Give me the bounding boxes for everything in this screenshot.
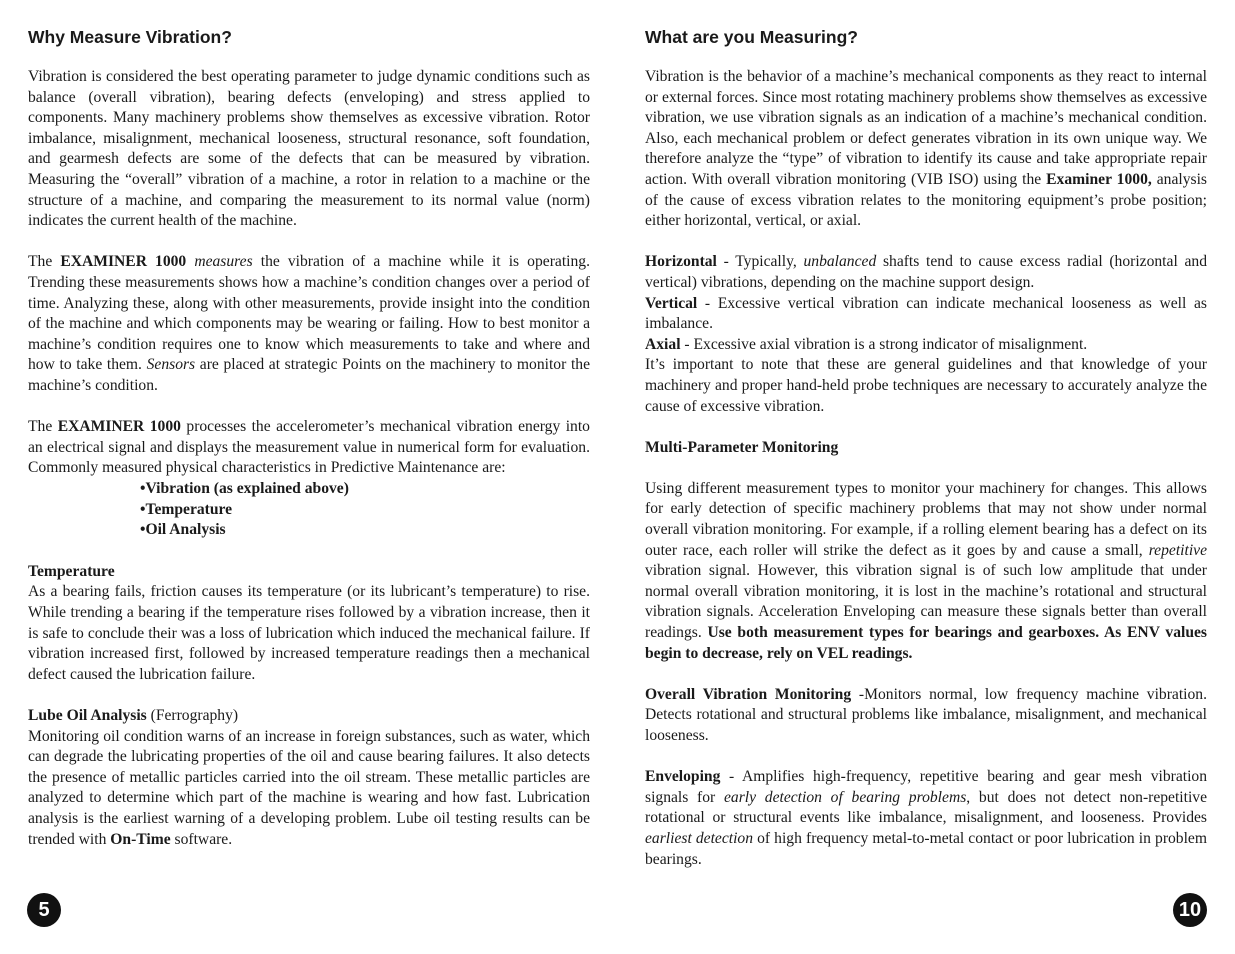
vertical-item: Vertical - Excessive vertical vibration can indicate mechanical looseness as well as imbalance. bbox=[645, 294, 1207, 333]
list-item: • Temperature bbox=[140, 500, 590, 521]
multi-parameter-paragraph: Using different measurement types to monitor your machinery for changes. This allows for early detection of specific machinery problems that may not show under normal overall vibration monitoring. For example, if a rolling element bearing has a defect on its outer race, each roller will strike the defect as it goes by and cause a small, repetitive vibration signal. However, this vibration signal is of such low amplitude that under normal overall vibration monitoring, it is lost in the machine’s rotational and structural vibration signals. Acceleration Enveloping can measure these signals better than overall readings. Use both measurement types for bearings and gearboxes. As ENV values begin to decrease, rely on VEL readings. bbox=[645, 479, 1207, 662]
axial-item: Axial - Excessive axial vibration is a strong indicator of misalignment. bbox=[645, 335, 1088, 353]
multi-parameter-heading: Multi-Parameter Monitoring bbox=[645, 438, 839, 456]
list-item: • Vibration (as explained above) bbox=[140, 479, 590, 500]
enveloping-paragraph: Enveloping - Amplifies high-frequency, repetitive bearing and gear mesh vibration signals for early detection of bearing problems, but does not detect non-repetitive rotational or structural events like imbalance, misalignment, and looseness. Provides earliest detection of high frequency metal-to-metal contact or poor lubrication in problem bearings. bbox=[645, 768, 1208, 868]
list-item: • Oil Analysis bbox=[140, 520, 590, 541]
examiner-processes-paragraph: The EXAMINER 1000 processes the accelerometer’s mechanical vibration energy into an electrical signal and displays the measurement value in numerical form for evaluation. Commonly measured physical characteristics in Predictive Maintenance are: bbox=[28, 418, 590, 477]
page-title: What are you Measuring? bbox=[645, 27, 858, 47]
temperature-heading: Temperature bbox=[28, 562, 115, 580]
intro-paragraph: Vibration is considered the best operating parameter to judge dynamic conditions such as balance (overall vibration), bearing defects (enveloping) and stress applied to components. Many machinery problems show themselves as excessive vibration. Rotor imbalance, misalignment, mechanical looseness, structural resonance, soft foundation, and gearmesh defects are some of the defects that can be measured by vibration. Measuring the “overall” vibration of a machine, a rotor in relation to a machine or the structure of a machine, and comparing the measurement to its normal value (norm) indicates the current health of the machine. bbox=[28, 68, 590, 230]
behavior-paragraph: Vibration is the behavior of a machine’s mechanical components as they react to internal or external forces. Since most rotating machinery problems show themselves as excessive vibration, we use vibration signals as an indication of a machine’s mechanical condition. Also, each mechanical problem or defect generates vibration in its own unique way. We therefore analyze the “type” of vibration to identify its cause and take appropriate repair action. With overall vibration monitoring (VIB ISO) using the Examiner 1000, analysis of the cause of excess vibration relates to the monitoring equipment’s probe position; either horizontal, vertical, or axial. bbox=[645, 68, 1207, 230]
page-number-badge: 10 bbox=[1173, 893, 1207, 927]
right-page bbox=[645, 26, 1207, 870]
page-number-badge: 5 bbox=[27, 893, 61, 927]
left-page bbox=[28, 26, 590, 850]
temperature-paragraph: As a bearing fails, friction causes its temperature (or its lubricant’s temperature) to rise. While trending a bearing if the temperature rises followed by a vibration increase, then it is safe to conclude their was a loss of lubrication which induced the mechanical failure. If vibration increased first, followed by increased temperature readings then a mechanical defect caused the lubrication failure. bbox=[28, 583, 590, 683]
overall-vibration-paragraph: Overall Vibration Monitoring -Monitors normal, low frequency machine vibration. Detects rotational and structural problems like imbalance, misalignment, and mechanical looseness. bbox=[645, 685, 1207, 744]
page-title: Why Measure Vibration? bbox=[28, 27, 232, 47]
horizontal-item: Horizontal - Typically, unbalanced shafts tend to cause excess radial (horizontal and vertical) vibrations, depending on the machine support design. bbox=[645, 253, 1207, 291]
lube-oil-heading: Lube Oil Analysis (Ferrography) bbox=[28, 707, 239, 725]
lube-oil-paragraph: Monitoring oil condition warns of an increase in foreign substances, such as water, which can degrade the lubricating properties of the oil and cause bearing failures. It also detects the presence of metallic particles carried into the oil stream. These metallic particles are analyzed to determine which part of the machine is wearing and how fast. Lubrication analysis is the earliest warning of a developing problem. Lube oil testing results can be trended with On-Time software. bbox=[28, 727, 590, 848]
guidelines-note: It’s important to note that these are general guidelines and that knowledge of your machinery and proper hand-held probe techniques are necessary to accurately analyze the cause of excessive vibration. bbox=[645, 356, 1207, 415]
characteristics-list bbox=[28, 479, 590, 541]
examiner-measures-paragraph: The EXAMINER 1000 measures the vibration of a machine while it is operating. Trending these measurements shows how a machine’s condition changes over a period of time. Analyzing these, along with other measurements, provide insight into the condition of the machine and which components may be wearing or failing. How to best monitor a machine’s condition requires one to know which measurements to take and where and how to take them. Sensors are placed at strategic Points on the machinery to monitor the machine’s condition. bbox=[28, 253, 590, 394]
